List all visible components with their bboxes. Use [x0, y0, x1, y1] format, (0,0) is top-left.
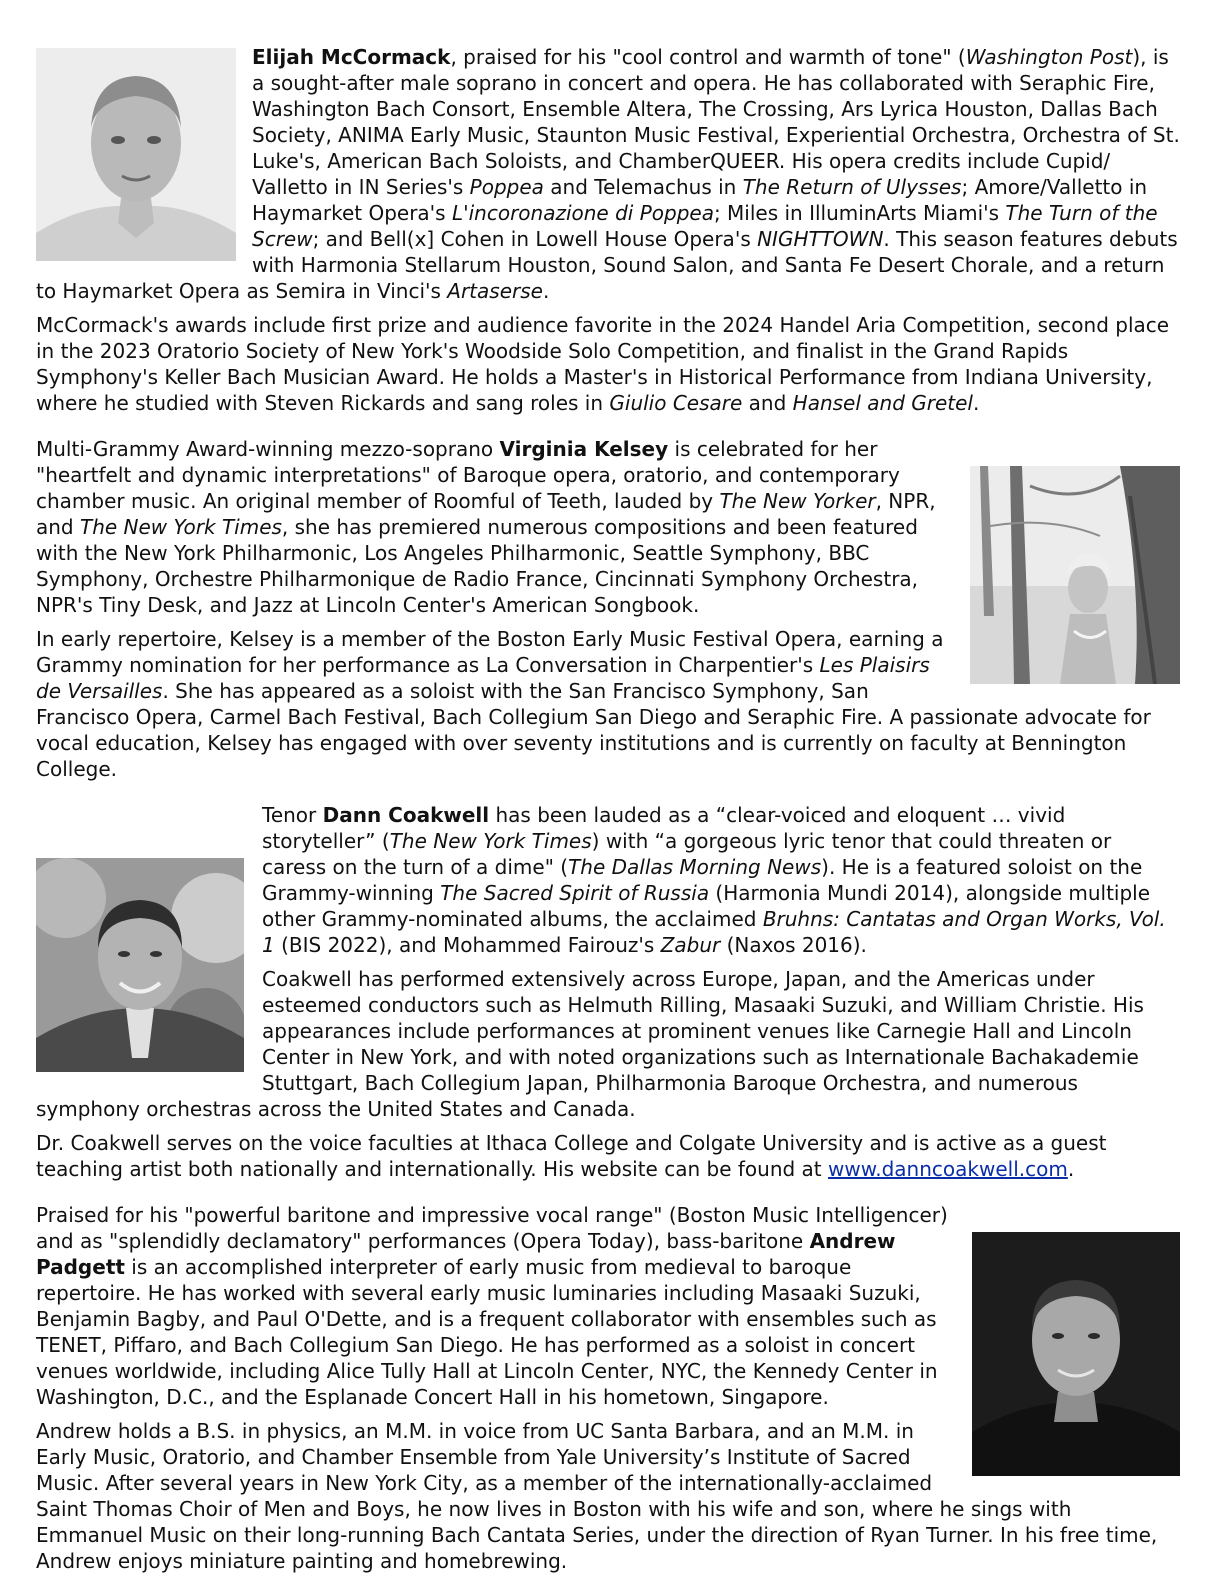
website-link[interactable]: www.danncoakwell.com: [828, 1157, 1068, 1181]
bio4-education-paragraph: Andrew holds a B.S. in physics, an M.M. in voice from UC Santa Barbara, and an M.M. in Early Music, Oratorio, and Chamber Ensemble from Yale University’s Institute of Sacred Music. After several years in New York City, as a member of the internationally-acclaimed Saint Thomas Choir of Men and Boys, he now lives in Boston with his wife and son, where he sings with Emmanuel Music on their long-running Bach Cantata Series, under the direction of Ryan Turner. In his free time, Andrew enjoys miniature painting and homebrewing.: [36, 1419, 1158, 1573]
portrait-andrew-padgett: [972, 1232, 1180, 1476]
name-andrew-padgett: Andrew Padgett: [36, 1229, 896, 1279]
bio1-title: Poppea: [469, 175, 544, 199]
portrait-elijah-image: [36, 48, 236, 261]
bio1-text: ), is a sought-after male soprano in concert and opera. He has collaborated with Seraphic Fire, Washington Bach Consort, Ensemble Altera, The Crossing, Ars Lyrica Houston, Dallas Bach Society, ANIMA Early Music, Staunton Music Festival, Experiential Orchestra, Orchestra of St. Luke's, American Bach Soloists, and ChamberQUEER. His opera credits include Cupid/ Valletto in IN Series's: [252, 45, 1180, 199]
portrait-elijah-mccormack: [36, 48, 236, 261]
bio1-title: The Turn of the Screw: [252, 201, 1158, 251]
bio3-text: (BIS 2022), and Mohammed Fairouz's: [274, 933, 661, 957]
bio3-text: has been lauded as a “clear-voiced and eloquent … vivid storyteller” (: [262, 803, 1066, 853]
bio1-awards-paragraph: [36, 312, 1180, 416]
bio3-title: The New York Times: [389, 829, 592, 853]
bio2-title: The New Yorker: [719, 489, 876, 513]
bio2-text: , NPR, and: [36, 489, 936, 539]
bio3-text: Tenor: [262, 803, 323, 827]
bio1-title: Giulio Cesare: [609, 391, 743, 415]
bio1-title: Artaserse: [447, 279, 543, 303]
bio1-text: .: [972, 391, 980, 415]
bio3-text: ). He is a featured soloist on the Grammy-winning: [262, 855, 1143, 905]
bio1-text: .: [542, 279, 550, 303]
portrait-andrew-image: [972, 1232, 1180, 1476]
bio1-text: ; and Bell(x] Cohen in Lowell House Opera's: [312, 227, 758, 251]
bio1-text: McCormack's awards include first prize and audience favorite in the 2024 Handel Aria Competition, second place in the 2023 Oratorio Society of New York's Woodside Solo Competition, and finalist in the Grand Rapids Symphony's Keller Bach Musician Award. He holds a Master's in Historical Performance from Indiana University, where he studied with Steven Rickards and sang roles in: [36, 313, 1170, 415]
bio2-title: Les Plaisirs de Versailles: [36, 653, 930, 703]
bio3-performance-paragraph: Coakwell has performed extensively across Europe, Japan, and the Americas under esteemed conductors such as Helmuth Rilling, Masaaki Suzuki, and William Christie. His appearances include performances at prominent venues like Carnegie Hall and Lincoln Center in New York, and with noted organizations such as Internationale Bachakademie Stuttgart, Bach Collegium Japan, Philharmonia Baroque Orchestra, and numerous symphony orchestras across the United States and Canada.: [36, 967, 1144, 1121]
bio1-source: Washington Post: [965, 45, 1133, 69]
bio1-title: L'incoronazione di Poppea: [451, 201, 714, 225]
name-elijah-mccormack: Elijah McCormack: [252, 45, 451, 69]
name-dann-coakwell: Dann Coakwell: [322, 803, 490, 827]
bio-virginia-kelsey: [36, 436, 1180, 790]
bio-elijah-mccormack: [36, 44, 1180, 416]
bio1-text: . This season features debuts with Harmonia Stellarum Houston, Sound Salon, and Santa Fe Desert Chorale, and a return to Haymarket Opera as Semira in Vinci's: [36, 227, 1178, 303]
bio3-text: ) with “a gorgeous lyric tenor that could threaten or caress on the turn of a dime" (: [262, 829, 1112, 879]
bio1-text: ; Miles in IlluminArts Miami's: [713, 201, 1006, 225]
bio-andrew-padgett: [36, 1202, 1180, 1582]
bio1-title: NIGHTTOWN: [757, 227, 884, 251]
bio1-text: and Telemachus in: [543, 175, 743, 199]
bio1-text: ; Amore/Valletto in Haymarket Opera's: [252, 175, 1148, 225]
portrait-virginia-kelsey: [970, 466, 1180, 684]
bio3-title: The Sacred Spirit of Russia: [440, 881, 710, 905]
bio2-text: . She has appeared as a soloist with the San Francisco Symphony, San Francisco Opera, Carmel Bach Festival, Bach Collegium San Diego and Seraphic Fire. A passionate advocate for vocal education, Kelsey has engaged with over seventy institutions and is currently on faculty at Bennington College.: [36, 679, 1151, 781]
bio3-text: .: [1067, 1157, 1075, 1181]
bio3-text: Dr. Coakwell serves on the voice faculties at Ithaca College and Colgate University and is active as a guest teaching artist both nationally and internationally. His website can be found at: [36, 1131, 1107, 1181]
bio3-text: (Naxos 2016).: [720, 933, 867, 957]
bio3-title: Zabur: [660, 933, 721, 957]
bio2-title: The New York Times: [79, 515, 282, 539]
bio3-title: The Dallas Morning News: [568, 855, 822, 879]
bio2-text: , she has premiered numerous compositions and been featured with the New York Philharmonic, Los Angeles Philharmonic, Seattle Symphony, BBC Symphony, Orchestre Philharmonique de Radio France, Cincinnati Symphony Orchestra, NPR's Tiny Desk, and Jazz at Lincoln Center's American Songbook.: [36, 515, 919, 617]
bio-dann-coakwell: [36, 802, 1180, 1182]
bio2-text: In early repertoire, Kelsey is a member of the Boston Early Music Festival Opera, earning a Grammy nomination for her performance as La Conversation in Charpentier's: [36, 627, 944, 677]
bio3-text: (Harmonia Mundi 2014), alongside multiple other Grammy-nominated albums, the acclaimed: [262, 881, 1151, 931]
bio1-title: The Return of Ulysses: [742, 175, 962, 199]
bio4-text: is an accomplished interpreter of early music from medieval to baroque repertoire. He has worked with several early music luminaries including Masaaki Suzuki, Benjamin Bagby, and Paul O'Dette, and is a frequent collaborator with ensembles such as TENET, Piffaro, and Bach Collegium San Diego. He has performed as a soloist in concert venues worldwide, including Alice Tully Hall at Lincoln Center, NYC, the Kennedy Center in Washington, D.C., and the Esplanade Concert Hall in his hometown, Singapore.: [36, 1255, 938, 1409]
bio1-text: , praised for his "cool control and warmth of tone" (: [450, 45, 966, 69]
bio-page: [36, 44, 1180, 1582]
bio3-faculty-paragraph: [36, 1130, 1180, 1182]
portrait-dann-image: [36, 858, 244, 1072]
bio4-text: Praised for his "powerful baritone and impressive vocal range" (Boston Music Intelligencer) and as "splendidly declamatory" performances (Opera Today), bass-baritone: [36, 1203, 948, 1253]
bio2-text: is celebrated for her "heartfelt and dynamic interpretations" of Baroque opera, oratorio, and contemporary chamber music. An original member of Roomful of Teeth, lauded by: [36, 437, 900, 513]
bio1-text: and: [742, 391, 793, 415]
portrait-virginia-image: [970, 466, 1180, 684]
bio2-text: Multi-Grammy Award-winning mezzo-soprano: [36, 437, 500, 461]
bio1-title: Hansel and Gretel: [792, 391, 973, 415]
bio3-title: Bruhns: Cantatas and Organ Works, Vol. 1: [262, 907, 1166, 957]
name-virginia-kelsey: Virginia Kelsey: [499, 437, 669, 461]
portrait-dann-coakwell: [36, 858, 244, 1072]
